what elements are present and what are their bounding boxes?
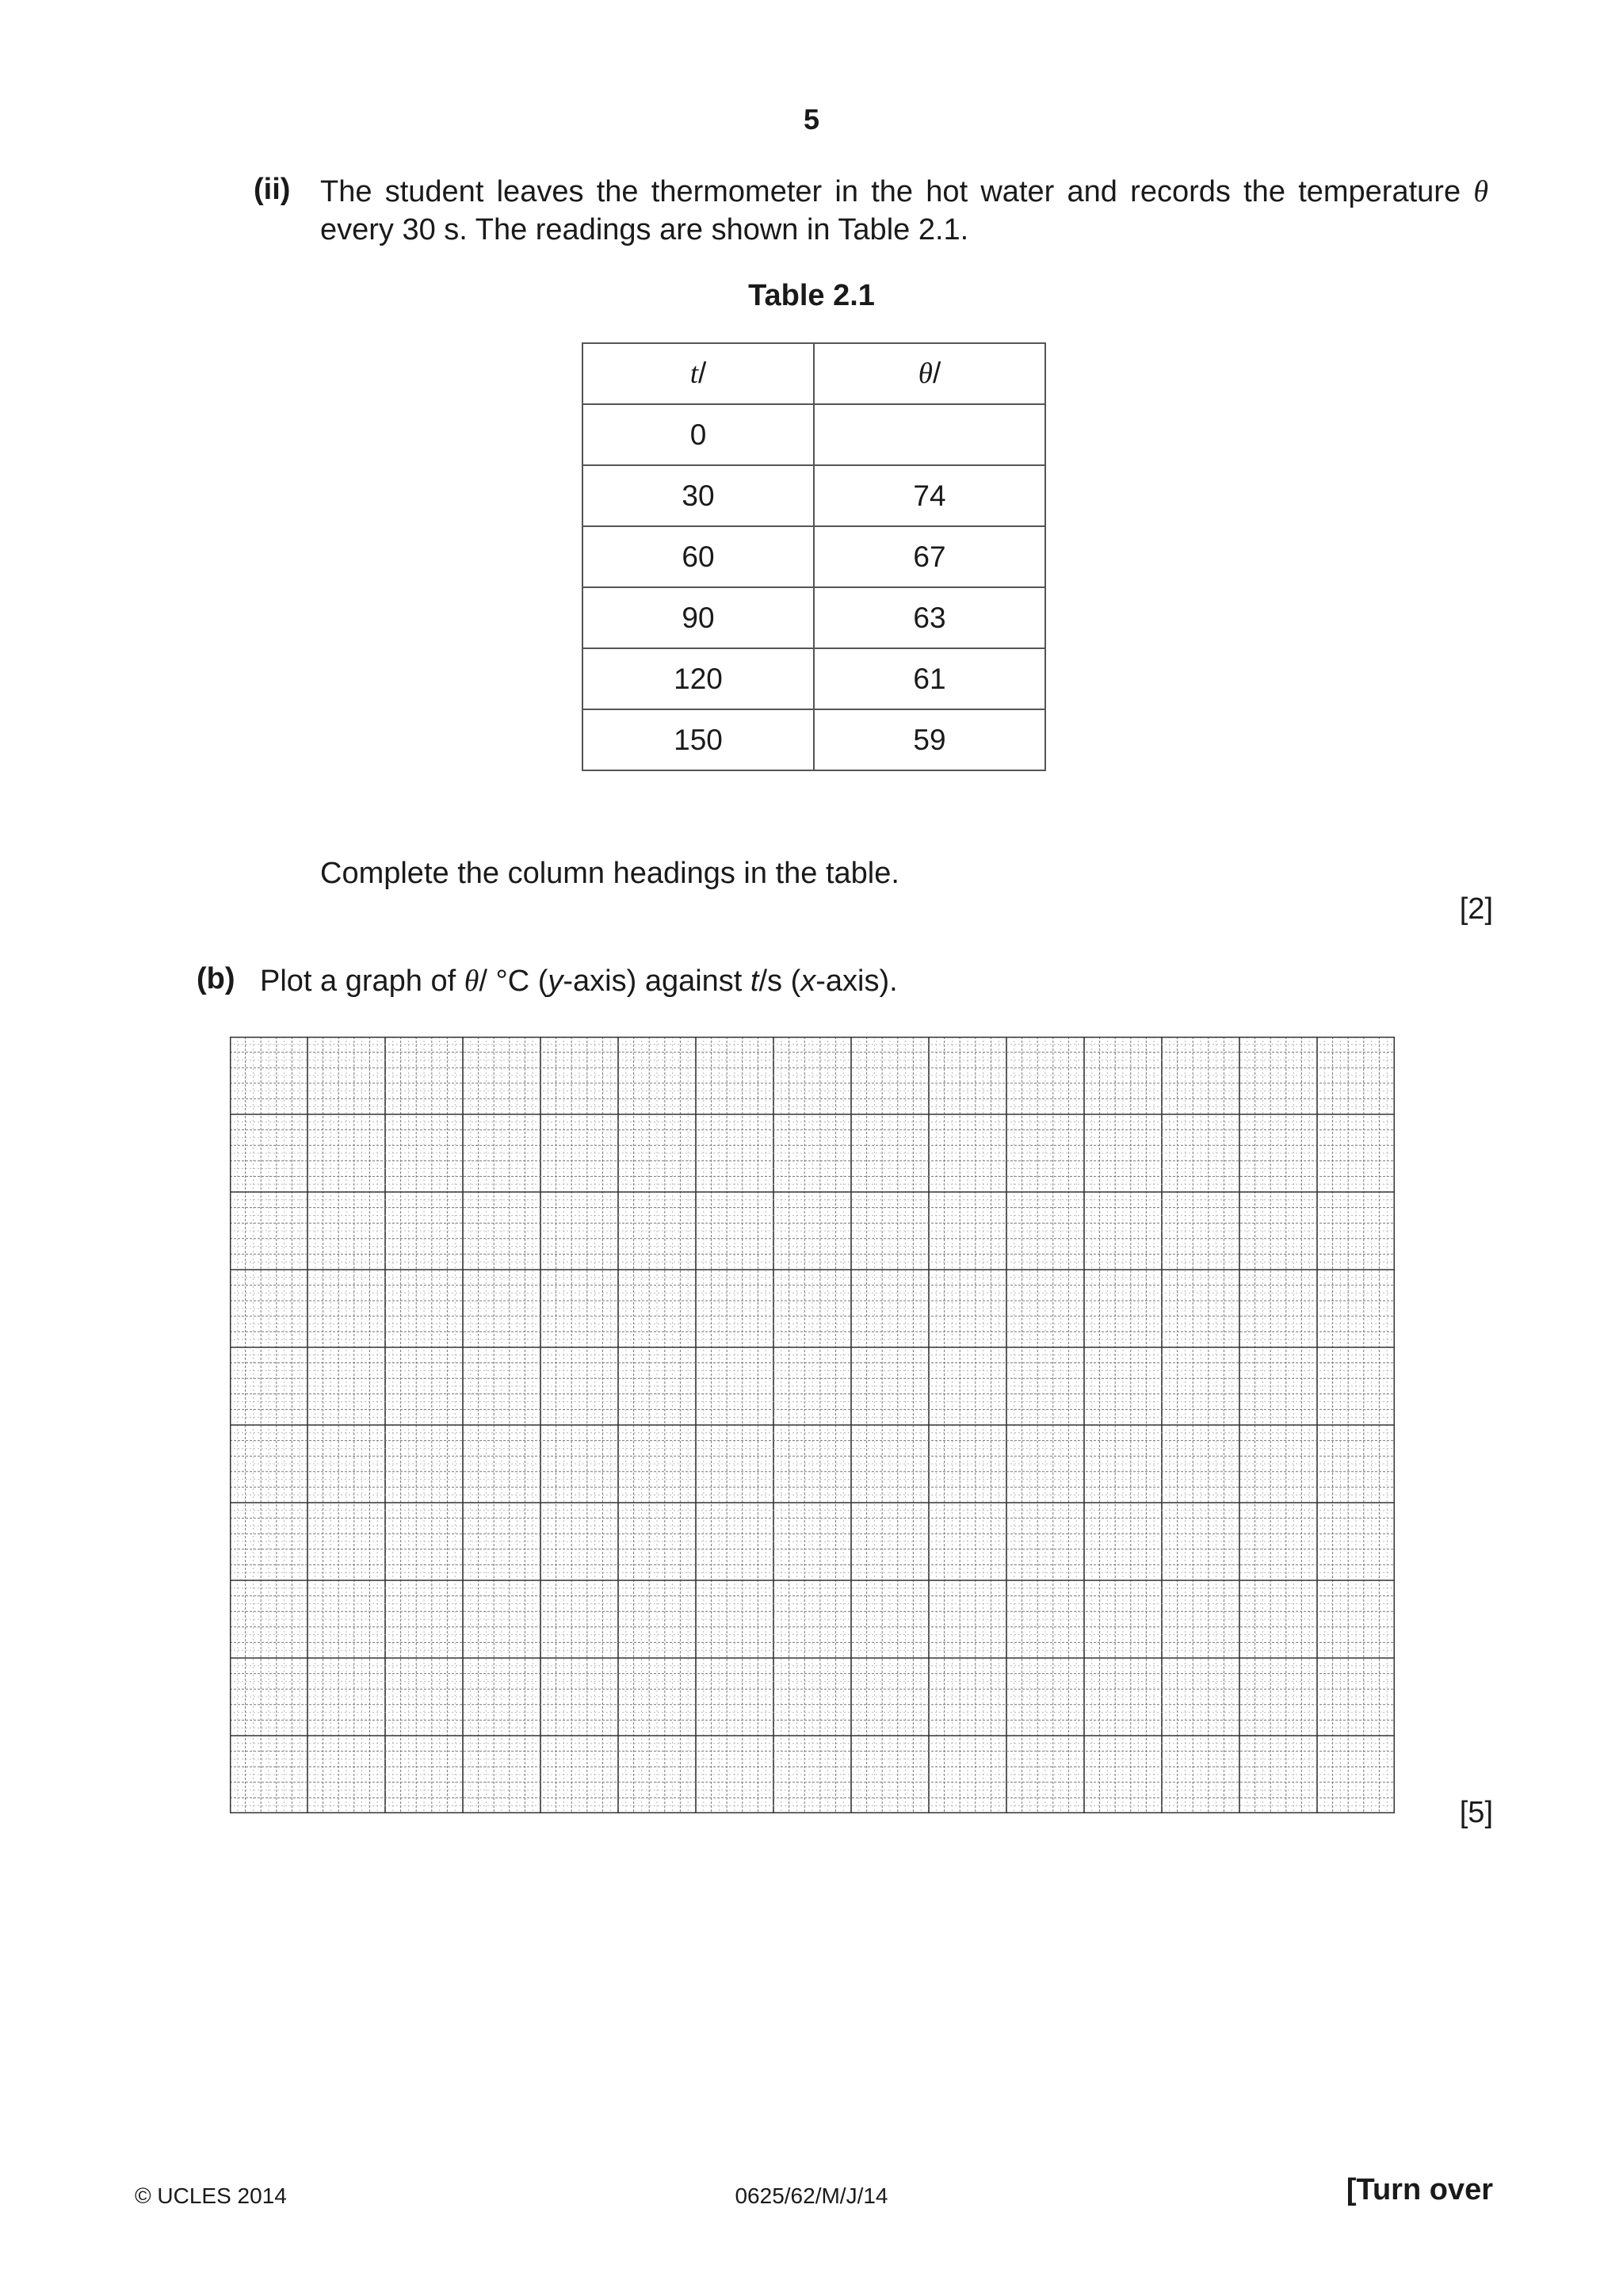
table-cell-temperature: 61 bbox=[814, 648, 1045, 709]
header-temperature[interactable] bbox=[814, 343, 1045, 404]
marks-b: [5] bbox=[1459, 1796, 1493, 1829]
table-cell-temperature[interactable] bbox=[814, 404, 1045, 465]
part-ii-line2: every 30 s. The readings are shown in Table 2.1. bbox=[320, 213, 969, 246]
part-b-question bbox=[260, 962, 898, 1000]
part-ii-line1 bbox=[320, 173, 1488, 211]
table-row bbox=[582, 709, 1045, 770]
part-b-text: Plot a graph of bbox=[260, 965, 464, 998]
table-row bbox=[582, 648, 1045, 709]
table-header-row bbox=[582, 343, 1045, 404]
part-b-theta: θ bbox=[464, 965, 479, 998]
table-row bbox=[582, 526, 1045, 587]
header-time[interactable] bbox=[582, 343, 814, 404]
part-b-text: -axis) against bbox=[563, 965, 750, 998]
marks-ii: [2] bbox=[1459, 892, 1493, 926]
part-b-text: -axis). bbox=[815, 965, 898, 998]
part-b-t: t bbox=[750, 965, 759, 998]
footer-turn-over: [Turn over bbox=[1346, 2173, 1493, 2206]
table-cell-temperature: 67 bbox=[814, 526, 1045, 587]
theta-symbol: θ bbox=[1473, 175, 1489, 208]
table-cell-time: 60 bbox=[582, 526, 814, 587]
table-row bbox=[582, 465, 1045, 526]
part-b-x: x bbox=[800, 965, 816, 998]
header-temperature-symbol: θ bbox=[918, 357, 933, 390]
header-time-symbol: t bbox=[689, 357, 698, 390]
footer-copyright: © UCLES 2014 bbox=[135, 2183, 287, 2208]
part-b-label: (b) bbox=[197, 962, 235, 995]
table-cell-time: 0 bbox=[582, 404, 814, 465]
instruction-text: Complete the column headings in the table. bbox=[320, 857, 899, 890]
header-temperature-slash: / bbox=[932, 357, 941, 389]
table-row bbox=[582, 404, 1045, 465]
table-cell-time: 150 bbox=[582, 709, 814, 770]
part-ii-line1-text: The student leaves the thermometer in the hot water and records the temperature bbox=[320, 175, 1461, 208]
table-row bbox=[582, 587, 1045, 648]
part-b-text: /s ( bbox=[758, 965, 801, 998]
part-b-y: y bbox=[548, 965, 563, 998]
table-cell-temperature: 59 bbox=[814, 709, 1045, 770]
part-ii-label: (ii) bbox=[254, 173, 291, 206]
footer-paper-code: 0625/62/M/J/14 bbox=[735, 2183, 888, 2208]
table-cell-time: 90 bbox=[582, 587, 814, 648]
header-time-slash: / bbox=[698, 357, 707, 389]
table-caption: Table 2.1 bbox=[748, 279, 875, 312]
table-cell-time: 30 bbox=[582, 465, 814, 526]
table-cell-temperature: 74 bbox=[814, 465, 1045, 526]
graph-grid[interactable] bbox=[230, 1037, 1395, 1813]
data-table bbox=[582, 342, 1046, 771]
graph-paper[interactable] bbox=[230, 1037, 1395, 1813]
table-cell-time: 120 bbox=[582, 648, 814, 709]
page-number: 5 bbox=[803, 103, 820, 136]
part-b-text: / °C ( bbox=[479, 965, 548, 998]
table-cell-temperature: 63 bbox=[814, 587, 1045, 648]
